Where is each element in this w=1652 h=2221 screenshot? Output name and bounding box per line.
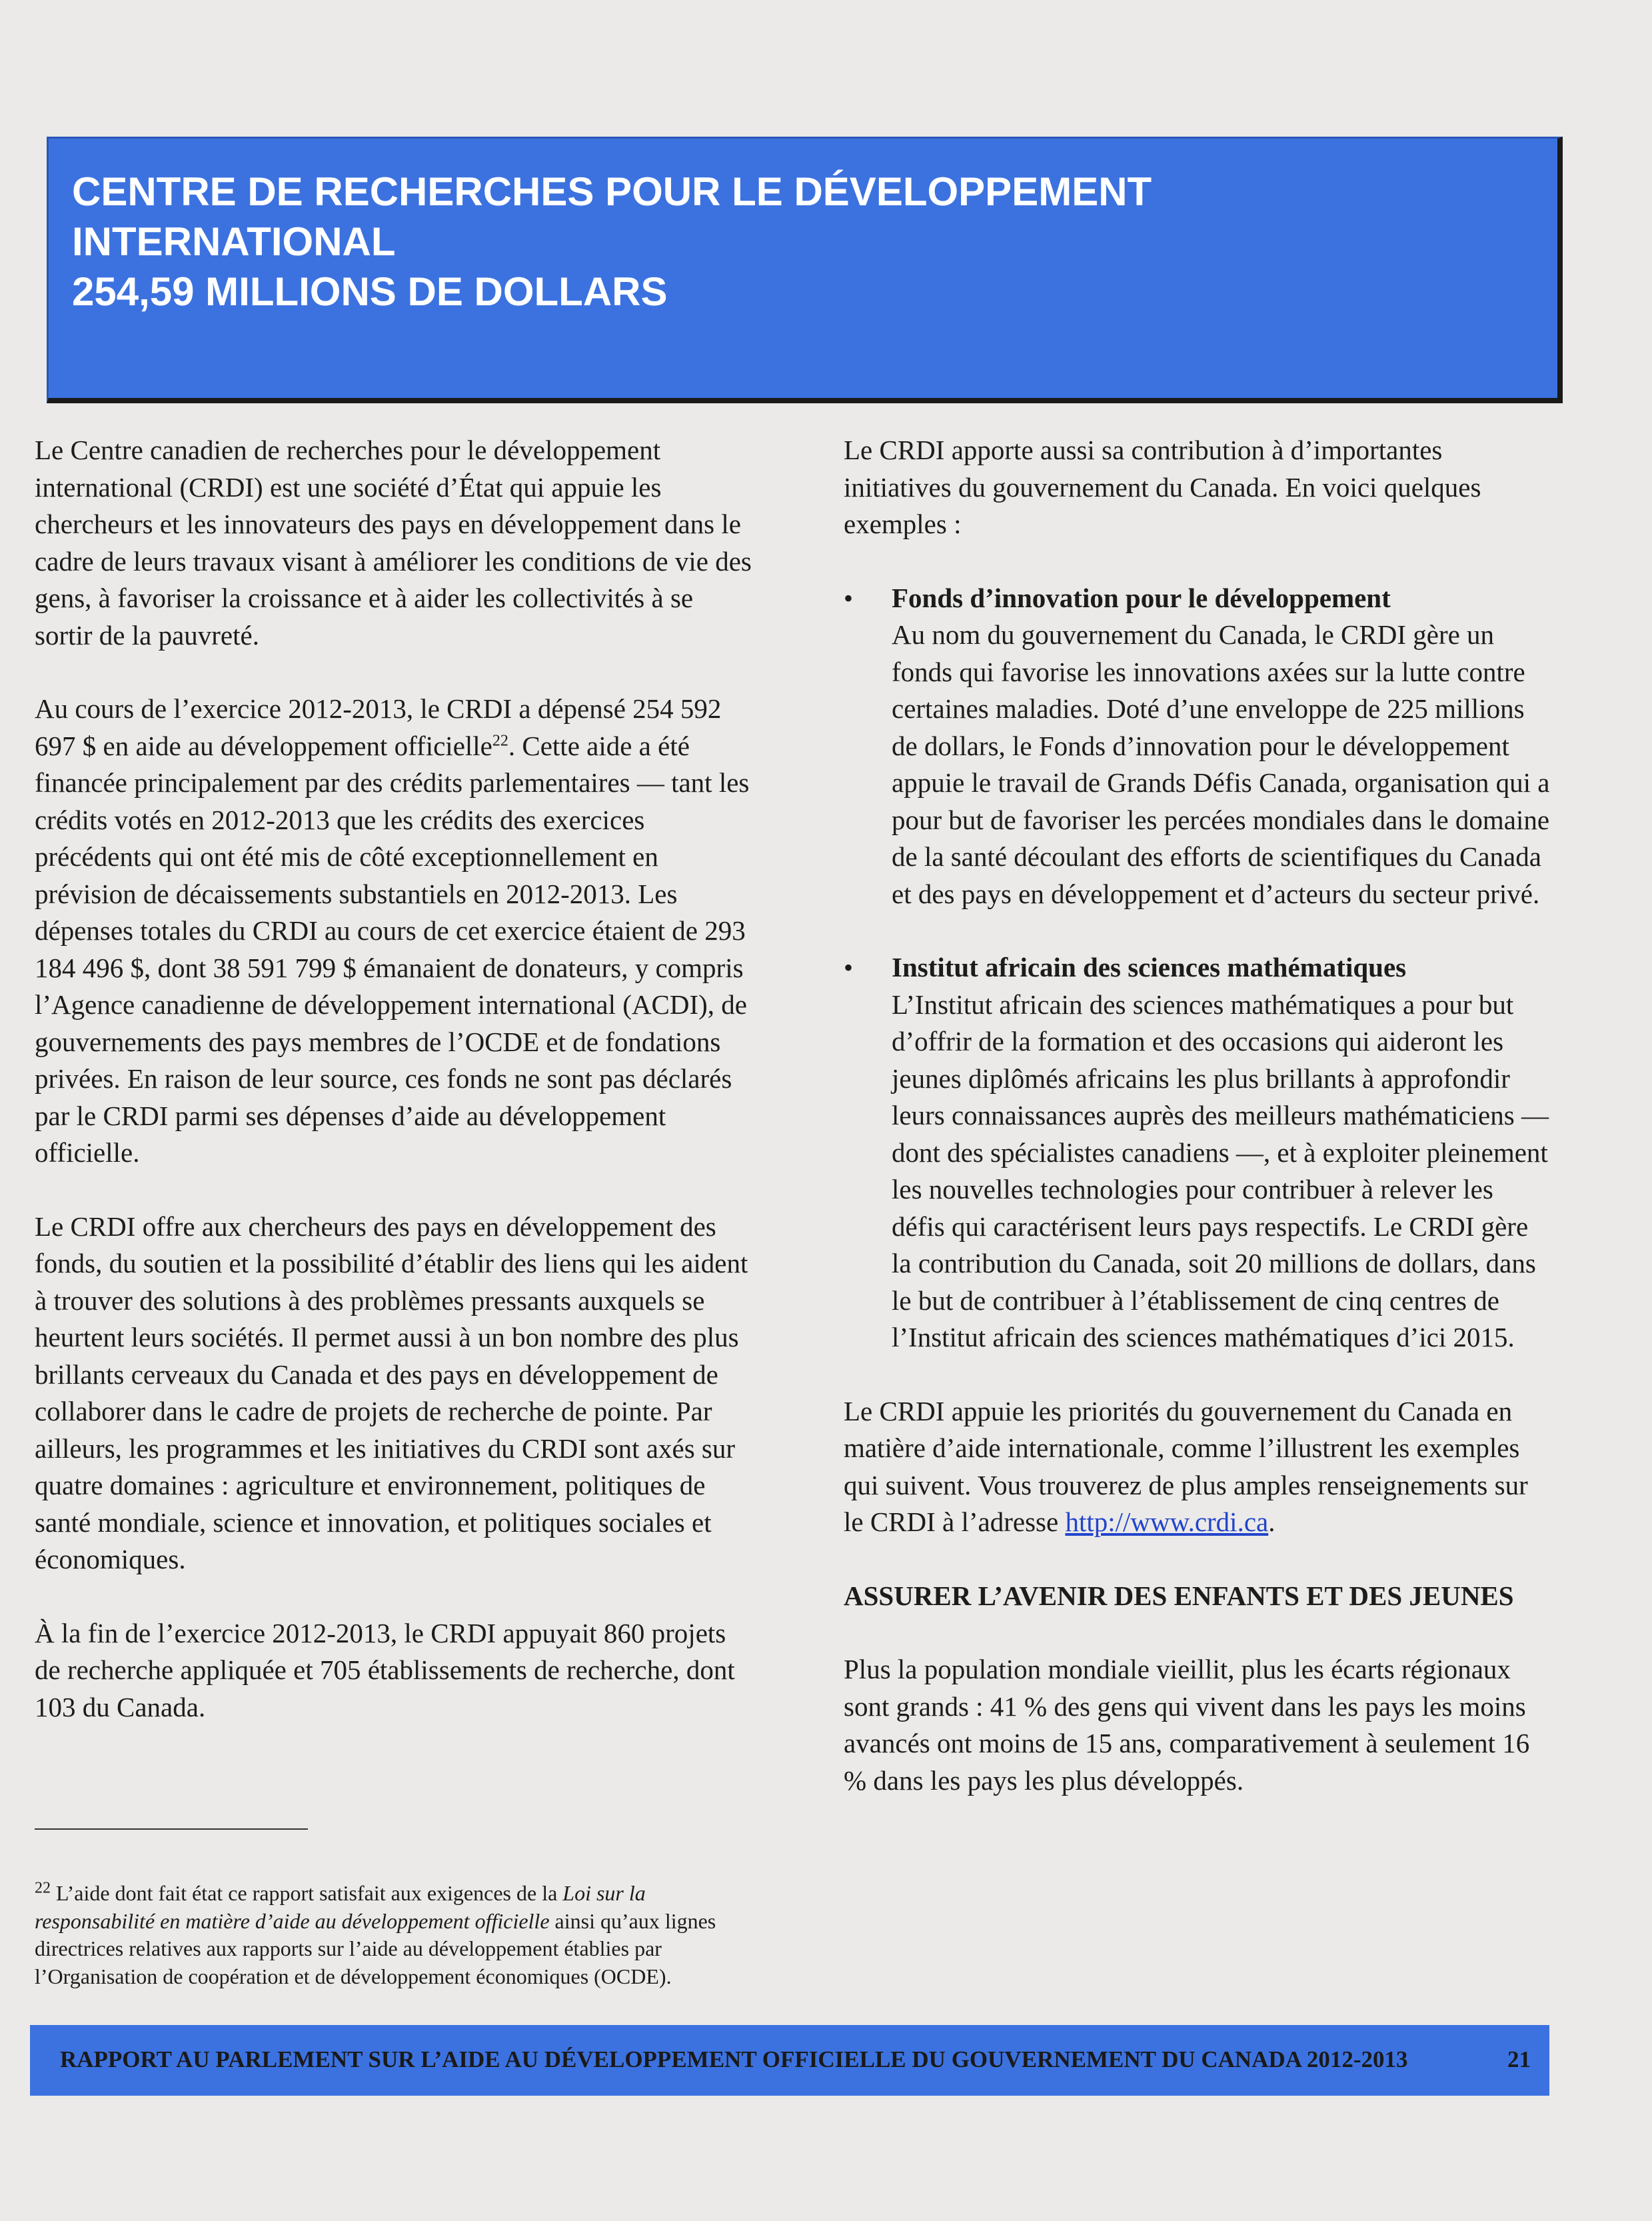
footnote-divider (35, 1828, 308, 1830)
paragraph-priorities (844, 1393, 1550, 1541)
paragraph-population: Plus la population mondiale vieillit, plus les écarts régionaux sont grands : 41 % des gens qui vivent dans les pays les moins avancés ont moins de 15 ans, comparativement à seulement 16 % dans les pays les plus développés. (844, 1654, 1530, 1796)
spending-text-b: . Cette aide a été financée principalement par des crédits parlementaires — tant les crédits votés en 2012-2013 que les crédits des exercices précédents qui ont été mis de côté exceptionnellement en prévision de décaissements substantiels en 2012-2013. Les dépenses totales du CRDI au cours de cet exercice étaient de 293 184 496 $, dont 38 591 799 $ émanaient de donateurs, y compris l’Agence canadienne de développement international (ACDI), de gouvernements des pays membres de l’OCDE et de fondations privées. En raison de leur source, ces fonds ne sont pas déclarés par le CRDI parmi ses dépenses d’aide au développement officielle. (35, 730, 750, 1168)
left-column (35, 432, 754, 1762)
spending-text-a: Au cours de l’exercice 2012-2013, le CRDI a dépensé 254 592 697 $ en aide au développement officielle (35, 693, 722, 761)
title-line-2: INTERNATIONAL (72, 219, 396, 264)
footer-title: RAPPORT AU PARLEMENT SUR L’AIDE AU DÉVELOPPEMENT OFFICIELLE DU GOUVERNEMENT DU CANADA 2012-2013 (60, 2046, 1408, 2072)
crdi-website-link[interactable]: http://www.crdi.ca (1065, 1506, 1269, 1537)
footnote-law-title: Loi sur la responsabilité en matière d’aide au développement officielle (35, 1881, 646, 1933)
paragraph-crdi-intro: Le Centre canadien de recherches pour le développement international (CRDI) est une société d’État qui appuie les chercheurs et les innovateurs des pays en développement dans le cadre de leurs travaux visant à améliorer les conditions de vie des gens, à favoriser la croissance et à aider les collectivités à se sortir de la pauvreté. (35, 435, 752, 651)
paragraph-projects: À la fin de l’exercice 2012-2013, le CRDI appuyait 860 projets de recherche appliquée et 705 établissements de recherche, dont 103 du Canada. (35, 1617, 735, 1722)
initiatives-list (844, 580, 1550, 1356)
list-item (844, 949, 1550, 1356)
footnote-ref: 22 (492, 731, 508, 749)
footnote-text-b: ainsi qu’aux lignes directrices relatives aux rapports sur l’aide au développement établies par l’Organisation de coopération et de développement économiques (OCDE). (35, 1908, 716, 1988)
bullet-title: Fonds d’innovation pour le développement (892, 582, 1391, 613)
priorities-text: Le CRDI appuie les priorités du gouvernement du Canada en matière d’aide internationale, comme l’illustrent les exemples qui suivent. Vous trouverez de plus amples renseignements sur le CRDI à l’adresse (844, 1395, 1528, 1537)
footnote-text-a: L’aide dont fait état ce rapport satisfait aux exigences de la (51, 1881, 563, 1905)
page-title (72, 167, 1505, 317)
paragraph-researchers: Le CRDI offre aux chercheurs des pays en développement des fonds, du soutien et la possibilité d’établir des liens qui les aident à trouver des solutions à des problèmes pressants auxquels se heurtent leurs sociétés. Il permet aussi à un bon nombre des plus brillants cerveaux du Canada et des pays en développement de collaborer dans le cadre de projets de recherche de pointe. Par ailleurs, les programmes et les initiatives du CRDI sont axés sur quatre domaines : agriculture et environnement, politiques de santé mondiale, science et innovation, et politiques sociales et économiques. (35, 1210, 748, 1574)
paragraph-spending (35, 691, 754, 1172)
page-number: 21 (1507, 2046, 1531, 2072)
priorities-text-end: . (1268, 1506, 1275, 1537)
footnote (35, 1880, 754, 1990)
footnote-number: 22 (35, 1879, 51, 1897)
bullet-text: L’Institut africain des sciences mathématiques a pour but d’offrir de la formation et des occasions qui aideront les jeunes diplômés africains les plus brillants à approfondir leurs connaissances auprès des meilleurs mathématiciens — dont des spécialistes canadiens —, et à exploiter pleinement les nouvelles technologies pour contribuer à relever les défis qui caractérisent leurs pays respectifs. Le CRDI gère la contribution du Canada, soit 20 millions de dollars, dans le but de contribuer à l’établissement de cinq centres de l’Institut africain des sciences mathématiques d’ici 2015. (892, 989, 1549, 1352)
list-item (844, 580, 1550, 913)
bullet-icon: • (844, 953, 854, 983)
paragraph-initiatives-intro: Le CRDI apporte aussi sa contribution à d’importantes initiatives du gouvernement du Canada. En voici quelques exemples : (844, 435, 1481, 539)
title-line-3: 254,59 MILLIONS DE DOLLARS (72, 269, 668, 314)
title-line-1: CENTRE DE RECHERCHES POUR LE DÉVELOPPEMENT (72, 169, 1152, 214)
right-column (844, 432, 1550, 1836)
bullet-text: Au nom du gouvernement du Canada, le CRDI gère un fonds qui favorise les innovations axées sur la lutte contre certaines maladies. Doté d’une enveloppe de 225 millions de dollars, le Fonds d’innovation pour le développement appuie le travail de Grands Défis Canada, organisation qui a pour but de favoriser les percées mondiales dans le domaine de la santé découlant des efforts de scientifiques du Canada et des pays en développement et d’acteurs du secteur privé. (892, 619, 1550, 909)
bullet-icon: • (844, 583, 854, 613)
bullet-title: Institut africain des sciences mathématiques (892, 952, 1407, 983)
section-heading: ASSURER L’AVENIR DES ENFANTS ET DES JEUNES (844, 1580, 1514, 1611)
